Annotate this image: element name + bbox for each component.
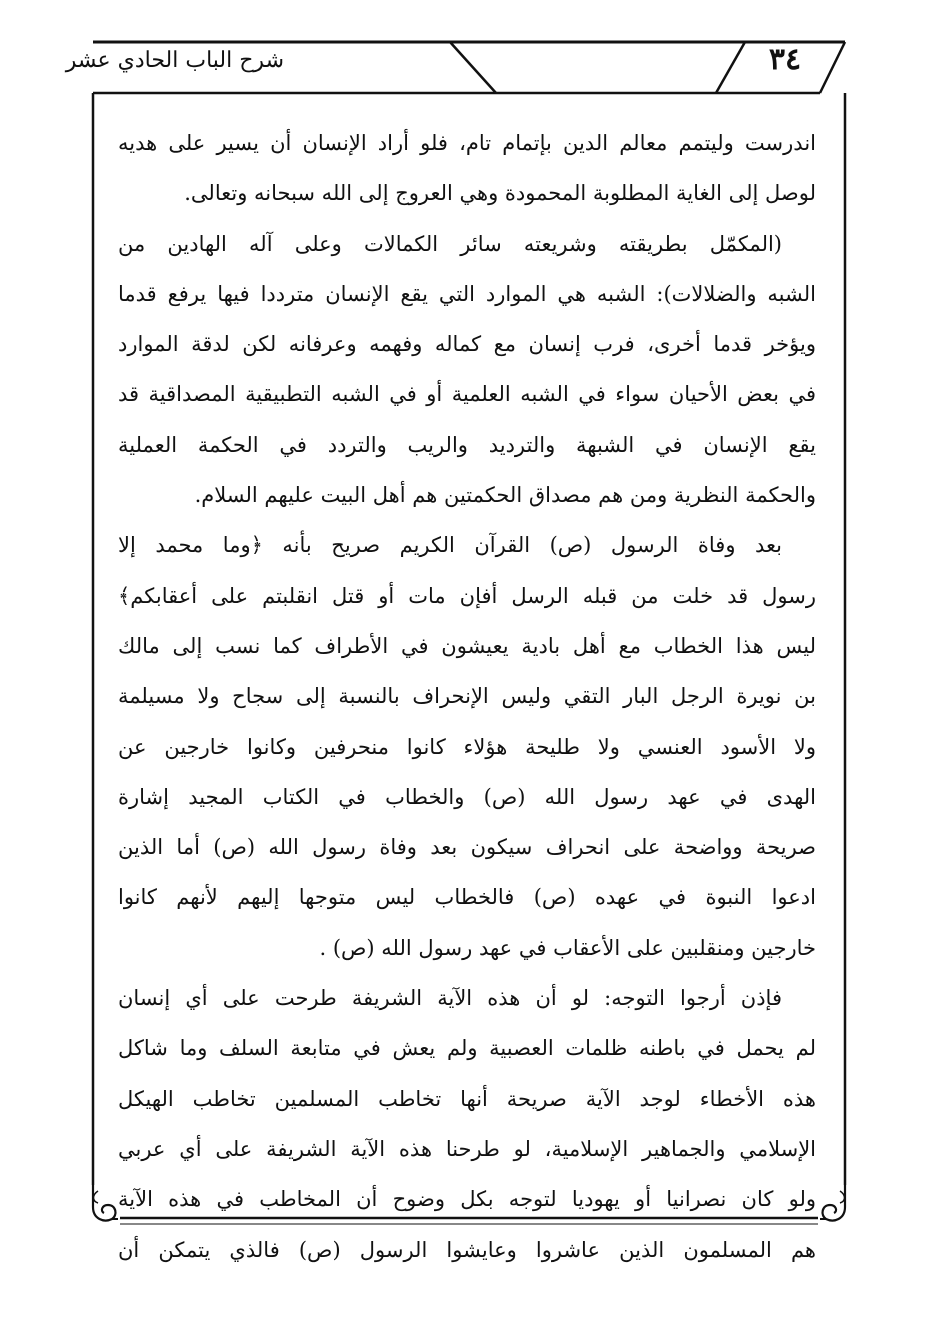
text-line-23: هم المسلمون الذين عاشروا وعايشوا الرسول (ص) فالذي يتمكن أن: [118, 1237, 816, 1262]
body-text: [118, 118, 816, 1275]
text-line-16: ادعوا النبوة في عهده (ص) فالخطاب ليس متوجها إليهم لأنهم كانوا: [118, 885, 816, 910]
text-line-17: خارجين ومنقلبين على الأعقاب في عهد رسول الله (ص) .: [319, 935, 816, 960]
text-line-9: بعد وفاة الرسول (ص) القرآن الكريم صريح بأنه ﴿وما محمد إلا: [118, 533, 782, 558]
text-line-10: رسول قد خلت من قبله الرسل أفإن مات أو قتل انقلبتم على أعقابكم﴾: [118, 583, 816, 608]
text-line-13: ولا الأسود العنسي ولا طليحة هؤلاء كانوا منحرفين وكانوا خارجين عن: [118, 734, 816, 759]
text-line-14: الهدى في عهد رسول الله (ص) والخطاب في الكتاب المجيد إشارة: [118, 784, 816, 809]
running-header-title: شرح الباب الحادي عشر: [65, 48, 284, 73]
text-line-5: ويؤخر قدما أخرى، فرب إنسان مع كماله وفهمه وعرفانه لكن لدقة الموارد: [118, 332, 816, 357]
text-line-6: في بعض الأحيان سواء في الشبه العلمية أو في الشبه التطبيقية المصداقية قد: [118, 382, 816, 407]
text-line-4: الشبه والضلالات): الشبه هي الموارد التي يقع الإنسان مترددا فيها يرفع قدما: [118, 281, 816, 306]
text-line-1: اندرست وليتمم معالم الدين بإتمام تام، فلو أراد الإنسان أن يسير على هديه: [118, 131, 816, 155]
text-line-22: ولو كان نصرانيا أو يهوديا لتوجه بكل وضوح أن المخاطب في هذه الآية: [118, 1187, 816, 1212]
text-line-12: بن نويرة الرجل البار التقي وليس الإنحراف بالنسبة إلى سجاح ولا مسيلمة: [118, 684, 816, 709]
text-line-21: الإسلامي والجماهير الإسلامية، لو طرحنا هذه الآية الشريفة على أي عربي: [118, 1136, 816, 1161]
text-line-7: يقع الإنسان في الشبهة والترديد والريب والتردد في الحكمة العملية: [118, 432, 816, 457]
text-line-11: ليس هذا الخطاب مع أهل بادية يعيشون في الأطراف كما نسب إلى مالك: [118, 633, 816, 658]
corner-ornament-right: [820, 1185, 850, 1225]
text-line-3: (المكمّل بطريقته وشريعته سائر الكمالات وعلى آله الهادين من: [118, 231, 782, 256]
text-line-18: فإذن أرجوا التوجه: لو أن هذه الآية الشريفة طرحت على أي إنسان: [118, 986, 782, 1011]
corner-ornament-left: [88, 1185, 118, 1225]
page-number: ٣٤: [768, 42, 802, 77]
text-line-19: لم يحمل في باطنه ظلمات العصبية ولم يعش في متابعة السلف وما شاكل: [118, 1036, 816, 1061]
text-line-15: صريحة وواضحة على انحراف سيكون بعد وفاة رسول الله (ص) أما الذين: [118, 835, 816, 860]
text-line-8: والحكمة النظرية ومن هم مصداق الحكمتين هم أهل البيت عليهم السلام.: [194, 483, 816, 508]
text-line-2: لوصل إلى الغاية المطلوبة المحمودة وهي العروج إلى الله سبحانه وتعالى.: [184, 181, 816, 206]
text-line-20: هذه الأخطاء لوجد الآية صريحة أنها تخاطب المسلمين تخاطب الهيكل: [118, 1086, 816, 1111]
